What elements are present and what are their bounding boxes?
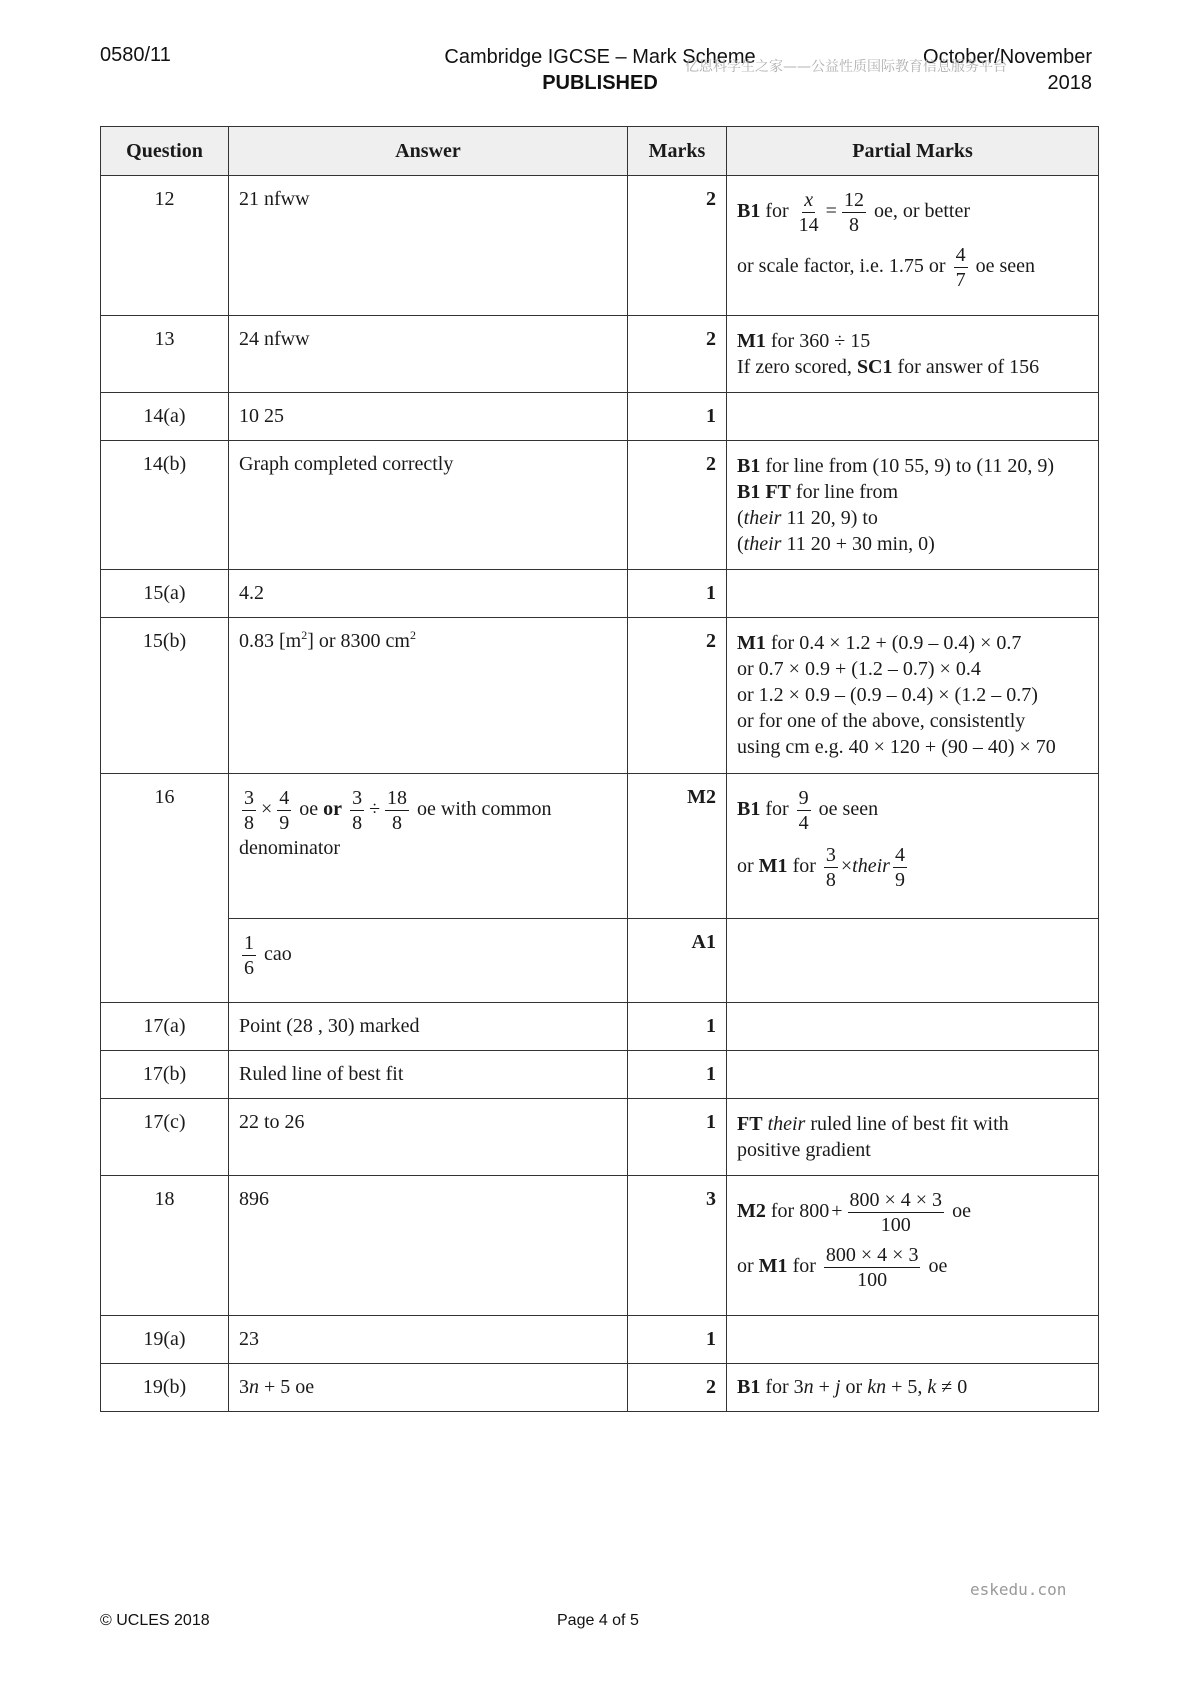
text-italic: their xyxy=(743,533,782,555)
table-row xyxy=(101,1099,1099,1176)
table-row xyxy=(101,774,1099,919)
text: or xyxy=(737,1255,754,1278)
footer-page-number: Page 4 of 5 xyxy=(557,1612,639,1629)
partial-marks xyxy=(727,1099,1099,1176)
text: for xyxy=(792,855,816,878)
text: for 360 ÷ 15 xyxy=(770,330,871,352)
table-row xyxy=(101,316,1099,393)
denominator: 9 xyxy=(279,812,290,834)
table-row xyxy=(101,1176,1099,1316)
question-number: 15(b) xyxy=(101,618,229,774)
marks: 1 xyxy=(628,1051,727,1099)
partial-line xyxy=(737,531,1088,557)
text: or xyxy=(737,855,754,878)
partial-marks xyxy=(727,316,1099,393)
marks: 1 xyxy=(628,570,727,618)
mark-code: B1 xyxy=(737,455,761,477)
header-session: October/November xyxy=(923,46,1092,68)
question-number: 13 xyxy=(101,316,229,393)
text: oe xyxy=(299,798,319,821)
numerator: 9 xyxy=(798,787,809,809)
text: ( xyxy=(737,507,744,529)
marks: 2 xyxy=(628,618,727,774)
table-header-row xyxy=(101,127,1099,176)
text-italic: their xyxy=(767,1113,806,1135)
text: for 3 xyxy=(765,1376,804,1398)
text: for answer of 156 xyxy=(897,356,1040,378)
text: for xyxy=(765,798,789,821)
text: 800 xyxy=(799,1200,830,1223)
mark-code: M1 xyxy=(758,1255,788,1278)
partial-marks xyxy=(727,441,1099,570)
partial-line xyxy=(737,354,1088,380)
text: for xyxy=(792,1255,816,1278)
partial-line: positive gradient xyxy=(737,1139,871,1161)
table-row xyxy=(101,618,1099,774)
table-row xyxy=(101,176,1099,316)
partial-line: using cm e.g. 40 × 120 + (90 – 40) × 70 xyxy=(737,736,1056,758)
question-number: 19(a) xyxy=(101,1316,229,1364)
denominator: 8 xyxy=(244,812,254,834)
numerator: 1 xyxy=(244,932,254,954)
col-marks: Marks xyxy=(628,127,727,176)
header-published: PUBLISHED xyxy=(542,72,658,94)
answer: 23 xyxy=(229,1316,628,1364)
fraction xyxy=(954,243,968,292)
table-row xyxy=(101,919,1099,1003)
mark-code: B1 FT xyxy=(737,481,791,503)
partial-line xyxy=(737,843,1088,892)
answer-part: ] or 8300 cm xyxy=(307,630,410,652)
partial-marks xyxy=(727,393,1099,441)
text: oe, or better xyxy=(873,200,971,223)
numerator: x xyxy=(804,189,814,211)
answer-line: denominator xyxy=(239,837,341,859)
table-row xyxy=(101,1003,1099,1051)
partial-line: or 1.2 × 0.9 – (0.9 – 0.4) × (1.2 – 0.7) xyxy=(737,684,1038,706)
text: ≠ 0 xyxy=(941,1376,968,1398)
text: for xyxy=(765,200,789,223)
marks: A1 xyxy=(628,919,727,1003)
answer xyxy=(229,919,628,1003)
answer: 4.2 xyxy=(229,570,628,618)
partial-line: or 0.7 × 0.9 + (1.2 – 0.7) × 0.4 xyxy=(737,658,981,680)
answer: Ruled line of best fit xyxy=(229,1051,628,1099)
denominator: 7 xyxy=(955,269,966,291)
site-watermark: eskedu.con xyxy=(970,1580,1067,1599)
numerator: 4 xyxy=(894,844,905,866)
header-year: 2018 xyxy=(1047,72,1092,94)
answer: 22 to 26 xyxy=(229,1099,628,1176)
question-number: 16 xyxy=(101,774,229,1003)
fraction xyxy=(797,188,821,237)
fraction xyxy=(893,843,907,892)
table-row xyxy=(101,393,1099,441)
numerator: 3 xyxy=(352,787,363,809)
denominator: 8 xyxy=(392,812,403,834)
footer-copyright: © UCLES 2018 xyxy=(100,1612,210,1629)
operator: × xyxy=(840,855,853,878)
partial-line xyxy=(737,786,1088,835)
table-row xyxy=(101,1051,1099,1099)
header-title: Cambridge IGCSE – Mark Scheme xyxy=(444,46,756,68)
fraction xyxy=(277,786,291,835)
table-row xyxy=(101,441,1099,570)
fraction xyxy=(824,1243,921,1292)
text: for line from (10 55, 9) to (11 20, 9) xyxy=(765,455,1054,477)
marks: 2 xyxy=(628,176,727,316)
answer xyxy=(229,774,628,919)
denominator: 100 xyxy=(857,1269,888,1291)
numerator: 3 xyxy=(244,787,254,809)
text-italic: their xyxy=(852,855,890,878)
mark-code: FT xyxy=(737,1113,763,1135)
superscript: 2 xyxy=(301,628,308,642)
text-italic: kn xyxy=(867,1376,887,1398)
denominator: 8 xyxy=(825,869,836,891)
mark-scheme-table xyxy=(100,126,1099,1412)
fraction xyxy=(242,931,256,980)
numerator: 4 xyxy=(279,787,290,809)
text: cao xyxy=(264,943,292,966)
partial-marks xyxy=(727,774,1099,919)
paper-code: 0580/11 xyxy=(100,44,171,66)
denominator: 4 xyxy=(798,812,809,834)
partial-line xyxy=(737,630,1088,656)
question-number: 15(a) xyxy=(101,570,229,618)
text: or scale factor, i.e. 1.75 or xyxy=(737,255,946,278)
text: 11 20 + 30 min, 0) xyxy=(786,533,935,555)
answer xyxy=(229,1364,628,1412)
mark-code: M1 xyxy=(758,855,788,878)
mark-code: M1 xyxy=(737,632,766,654)
text: + 5, xyxy=(891,1376,923,1398)
partial-line: or for one of the above, consistently xyxy=(737,710,1026,732)
partial-marks xyxy=(727,1364,1099,1412)
mark-code: M1 xyxy=(737,330,766,352)
marks: 2 xyxy=(628,316,727,393)
fraction xyxy=(242,786,256,835)
numerator: 800 × 4 × 3 xyxy=(825,1244,919,1266)
marks: 2 xyxy=(628,1364,727,1412)
marks: 2 xyxy=(628,441,727,570)
partial-line xyxy=(737,1243,1088,1292)
text: 11 20, 9) to xyxy=(786,507,878,529)
answer-part: 0.83 [m xyxy=(239,630,302,652)
text: oe xyxy=(952,1200,971,1223)
question-number: 12 xyxy=(101,176,229,316)
numerator: 12 xyxy=(843,189,864,211)
text: for xyxy=(770,1200,795,1223)
partial-line xyxy=(737,1188,1088,1237)
answer: 896 xyxy=(229,1176,628,1316)
superscript: 2 xyxy=(409,628,416,642)
marks: 3 xyxy=(628,1176,727,1316)
operator: + xyxy=(831,1200,843,1223)
text: for 0.4 × 1.2 + (0.9 – 0.4) × 0.7 xyxy=(770,632,1022,654)
denominator: 8 xyxy=(848,214,859,236)
denominator: 9 xyxy=(894,869,905,891)
text: + xyxy=(818,1376,830,1398)
text-italic: n xyxy=(803,1376,814,1398)
text: ruled line of best fit with xyxy=(810,1113,1009,1135)
denominator: 100 xyxy=(880,1214,911,1236)
answer: 10 25 xyxy=(229,393,628,441)
question-number: 14(a) xyxy=(101,393,229,441)
question-number: 19(b) xyxy=(101,1364,229,1412)
text: for line from xyxy=(795,481,899,503)
partial-marks xyxy=(727,1316,1099,1364)
mark-code: B1 xyxy=(737,1376,761,1398)
partial-line xyxy=(737,1111,1088,1137)
partial-marks xyxy=(727,1051,1099,1099)
question-number: 17(c) xyxy=(101,1099,229,1176)
mark-code: B1 xyxy=(737,200,761,223)
numerator: 3 xyxy=(825,844,836,866)
denominator: 6 xyxy=(244,957,254,979)
answer: Graph completed correctly xyxy=(229,441,628,570)
marks: M2 xyxy=(628,774,727,919)
text-italic: their xyxy=(743,507,782,529)
partial-marks xyxy=(727,919,1099,1003)
text: oe xyxy=(928,1255,948,1278)
col-question: Question xyxy=(101,127,229,176)
partial-line xyxy=(737,479,1088,505)
marks: 1 xyxy=(628,1099,727,1176)
mark-code: M2 xyxy=(737,1200,766,1223)
fraction xyxy=(350,786,364,835)
operator: ÷ xyxy=(369,798,381,821)
answer: 21 nfww xyxy=(229,176,628,316)
partial-marks xyxy=(727,1003,1099,1051)
numerator: 4 xyxy=(955,244,966,266)
text: If zero scored, xyxy=(737,356,852,378)
partial-line xyxy=(737,188,1088,237)
text: + 5 oe xyxy=(264,1376,315,1398)
question-number: 14(b) xyxy=(101,441,229,570)
partial-line xyxy=(737,505,1088,531)
answer: Point (28 , 30) marked xyxy=(229,1003,628,1051)
answer-line xyxy=(239,786,617,835)
partial-marks xyxy=(727,618,1099,774)
mark-code: B1 xyxy=(737,798,761,821)
text: oe seen xyxy=(975,255,1035,278)
table-row xyxy=(101,1316,1099,1364)
partial-marks xyxy=(727,176,1099,316)
question-number: 17(b) xyxy=(101,1051,229,1099)
question-number: 18 xyxy=(101,1176,229,1316)
operator: = xyxy=(825,200,837,223)
text: or xyxy=(845,1376,863,1398)
answer xyxy=(229,618,628,774)
fraction xyxy=(824,843,838,892)
marks: 1 xyxy=(628,393,727,441)
operator: × xyxy=(261,798,273,821)
marks: 1 xyxy=(628,1316,727,1364)
table-row xyxy=(101,570,1099,618)
fraction xyxy=(385,786,409,835)
text-italic: j xyxy=(834,1376,841,1398)
fraction xyxy=(842,188,866,237)
col-partial-marks: Partial Marks xyxy=(727,127,1099,176)
partial-marks xyxy=(727,1176,1099,1316)
fraction xyxy=(797,786,811,835)
answer: 24 nfww xyxy=(229,316,628,393)
table-row xyxy=(101,1364,1099,1412)
watermark-text: 亿恩科学生之家——公益性质国际教育信息服务平台 xyxy=(685,59,1007,75)
marks: 1 xyxy=(628,1003,727,1051)
denominator: 14 xyxy=(798,214,819,236)
mark-code: SC1 xyxy=(856,356,893,378)
numerator: 18 xyxy=(387,787,408,809)
denominator: 8 xyxy=(352,812,363,834)
text-italic: k xyxy=(927,1376,937,1398)
text: ( xyxy=(737,533,744,555)
partial-marks xyxy=(727,570,1099,618)
text: oe with common xyxy=(417,798,552,821)
fraction xyxy=(848,1188,945,1237)
question-number: 17(a) xyxy=(101,1003,229,1051)
text: oe seen xyxy=(818,798,879,821)
text: 3 xyxy=(239,1376,249,1398)
col-answer: Answer xyxy=(229,127,628,176)
partial-line xyxy=(737,328,1088,354)
numerator: 800 × 4 × 3 xyxy=(849,1189,943,1211)
partial-line xyxy=(737,453,1088,479)
text-italic: n xyxy=(249,1376,259,1398)
partial-line xyxy=(737,243,1088,292)
text-bold: or xyxy=(323,798,343,821)
